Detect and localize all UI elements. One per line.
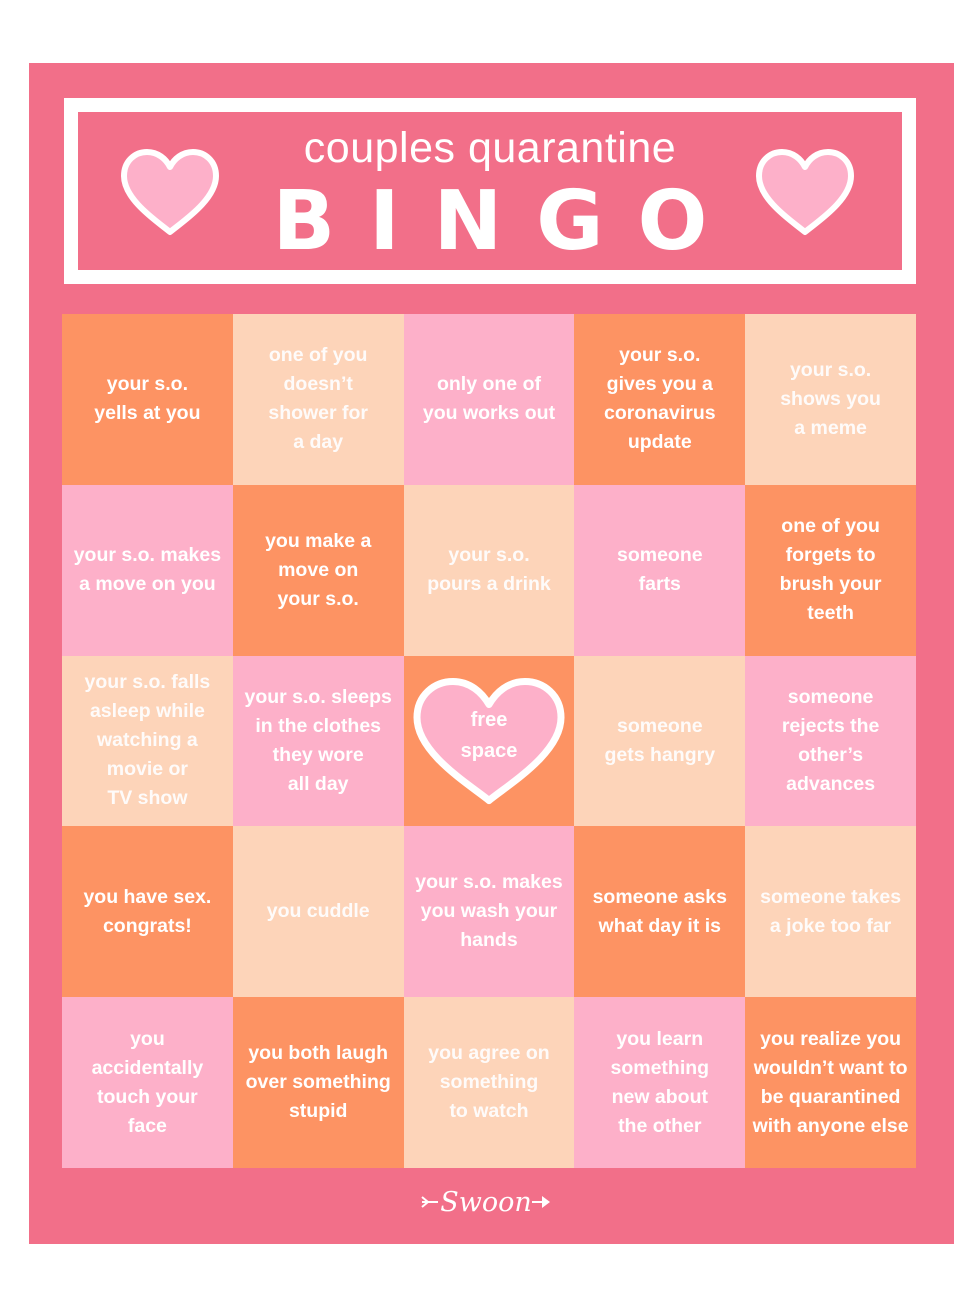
bingo-cell (233, 485, 404, 656)
bingo-cell (404, 997, 575, 1168)
bingo-cell (745, 314, 916, 485)
bingo-cell (62, 485, 233, 656)
bingo-cell (745, 485, 916, 656)
bingo-cell (745, 826, 916, 997)
bingo-cell (62, 997, 233, 1168)
bingo-cell-label: your s.o. sleeps in the clothes they wore all day (244, 685, 392, 795)
bingo-cell (574, 485, 745, 656)
free-space-label: free space (460, 709, 518, 763)
bingo-cell-label: someone gets hangry (604, 714, 716, 766)
bingo-cell-label: only one of you works out (422, 373, 556, 425)
bingo-cell (574, 656, 745, 827)
bingo-cell (404, 826, 575, 997)
bingo-cell (233, 656, 404, 827)
bingo-cell-label: you cuddle (266, 900, 370, 923)
bingo-cell (745, 997, 916, 1168)
bingo-cell-label: someone takes a joke too far (760, 885, 902, 937)
bingo-cell-label: you both laugh over something stupid (245, 1042, 391, 1123)
bingo-cell (62, 656, 233, 827)
bingo-cell (574, 314, 745, 485)
bingo-cell-label: you learn something new about the other (610, 1027, 710, 1137)
bingo-cell-label: your s.o. gives you a coronavirus update (603, 344, 716, 454)
swoon-logo-text: Swoon (440, 1187, 532, 1218)
bingo-cell (574, 826, 745, 997)
bingo-cell-label: your s.o. shows you a meme (780, 358, 881, 439)
bingo-cell (233, 314, 404, 485)
bingo-cell-label: your s.o. makes a move on you (73, 544, 222, 596)
bingo-cell-label: you realize you wouldn’t want to be quarantined with anyone else (752, 1027, 909, 1137)
bingo-cell (233, 997, 404, 1168)
bingo-cell-label: someone asks what day it is (592, 885, 727, 937)
bingo-cell (404, 485, 575, 656)
bingo-cell (574, 997, 745, 1168)
bingo-cell-label: you agree on something to watch (428, 1042, 550, 1123)
bingo-cell (233, 826, 404, 997)
page-title: BINGO (272, 174, 742, 269)
bingo-cell-label: someone rejects the other’s advances (781, 685, 880, 795)
bingo-cell-label: your s.o. falls asleep while watching a movie or TV show (84, 671, 211, 810)
bingo-grid (62, 314, 916, 1168)
bingo-cell (62, 826, 233, 997)
bingo-cell-label: you have sex. congrats! (83, 885, 212, 937)
bingo-cell (62, 314, 233, 485)
bingo-cell-label: your s.o. yells at you (94, 373, 201, 425)
bingo-cell-label: one of you doesn’t shower for a day (268, 344, 369, 454)
free-space-cell (404, 656, 575, 827)
bingo-cell-label: your s.o. makes you wash your hands (415, 871, 563, 952)
bingo-cell-label: someone farts (616, 544, 703, 596)
bingo-cell-label: one of you forgets to brush your teeth (779, 515, 882, 625)
bingo-cell-label: you make a move on your s.o. (265, 529, 372, 610)
bingo-cell (745, 656, 916, 827)
page-subtitle: couples quarantine (303, 124, 677, 172)
bingo-cell (404, 314, 575, 485)
bingo-cell-label: you accidentally touch your face (91, 1027, 204, 1137)
swoon-logo (418, 1182, 558, 1222)
bingo-cell-label: your s.o. pours a drink (427, 544, 551, 596)
